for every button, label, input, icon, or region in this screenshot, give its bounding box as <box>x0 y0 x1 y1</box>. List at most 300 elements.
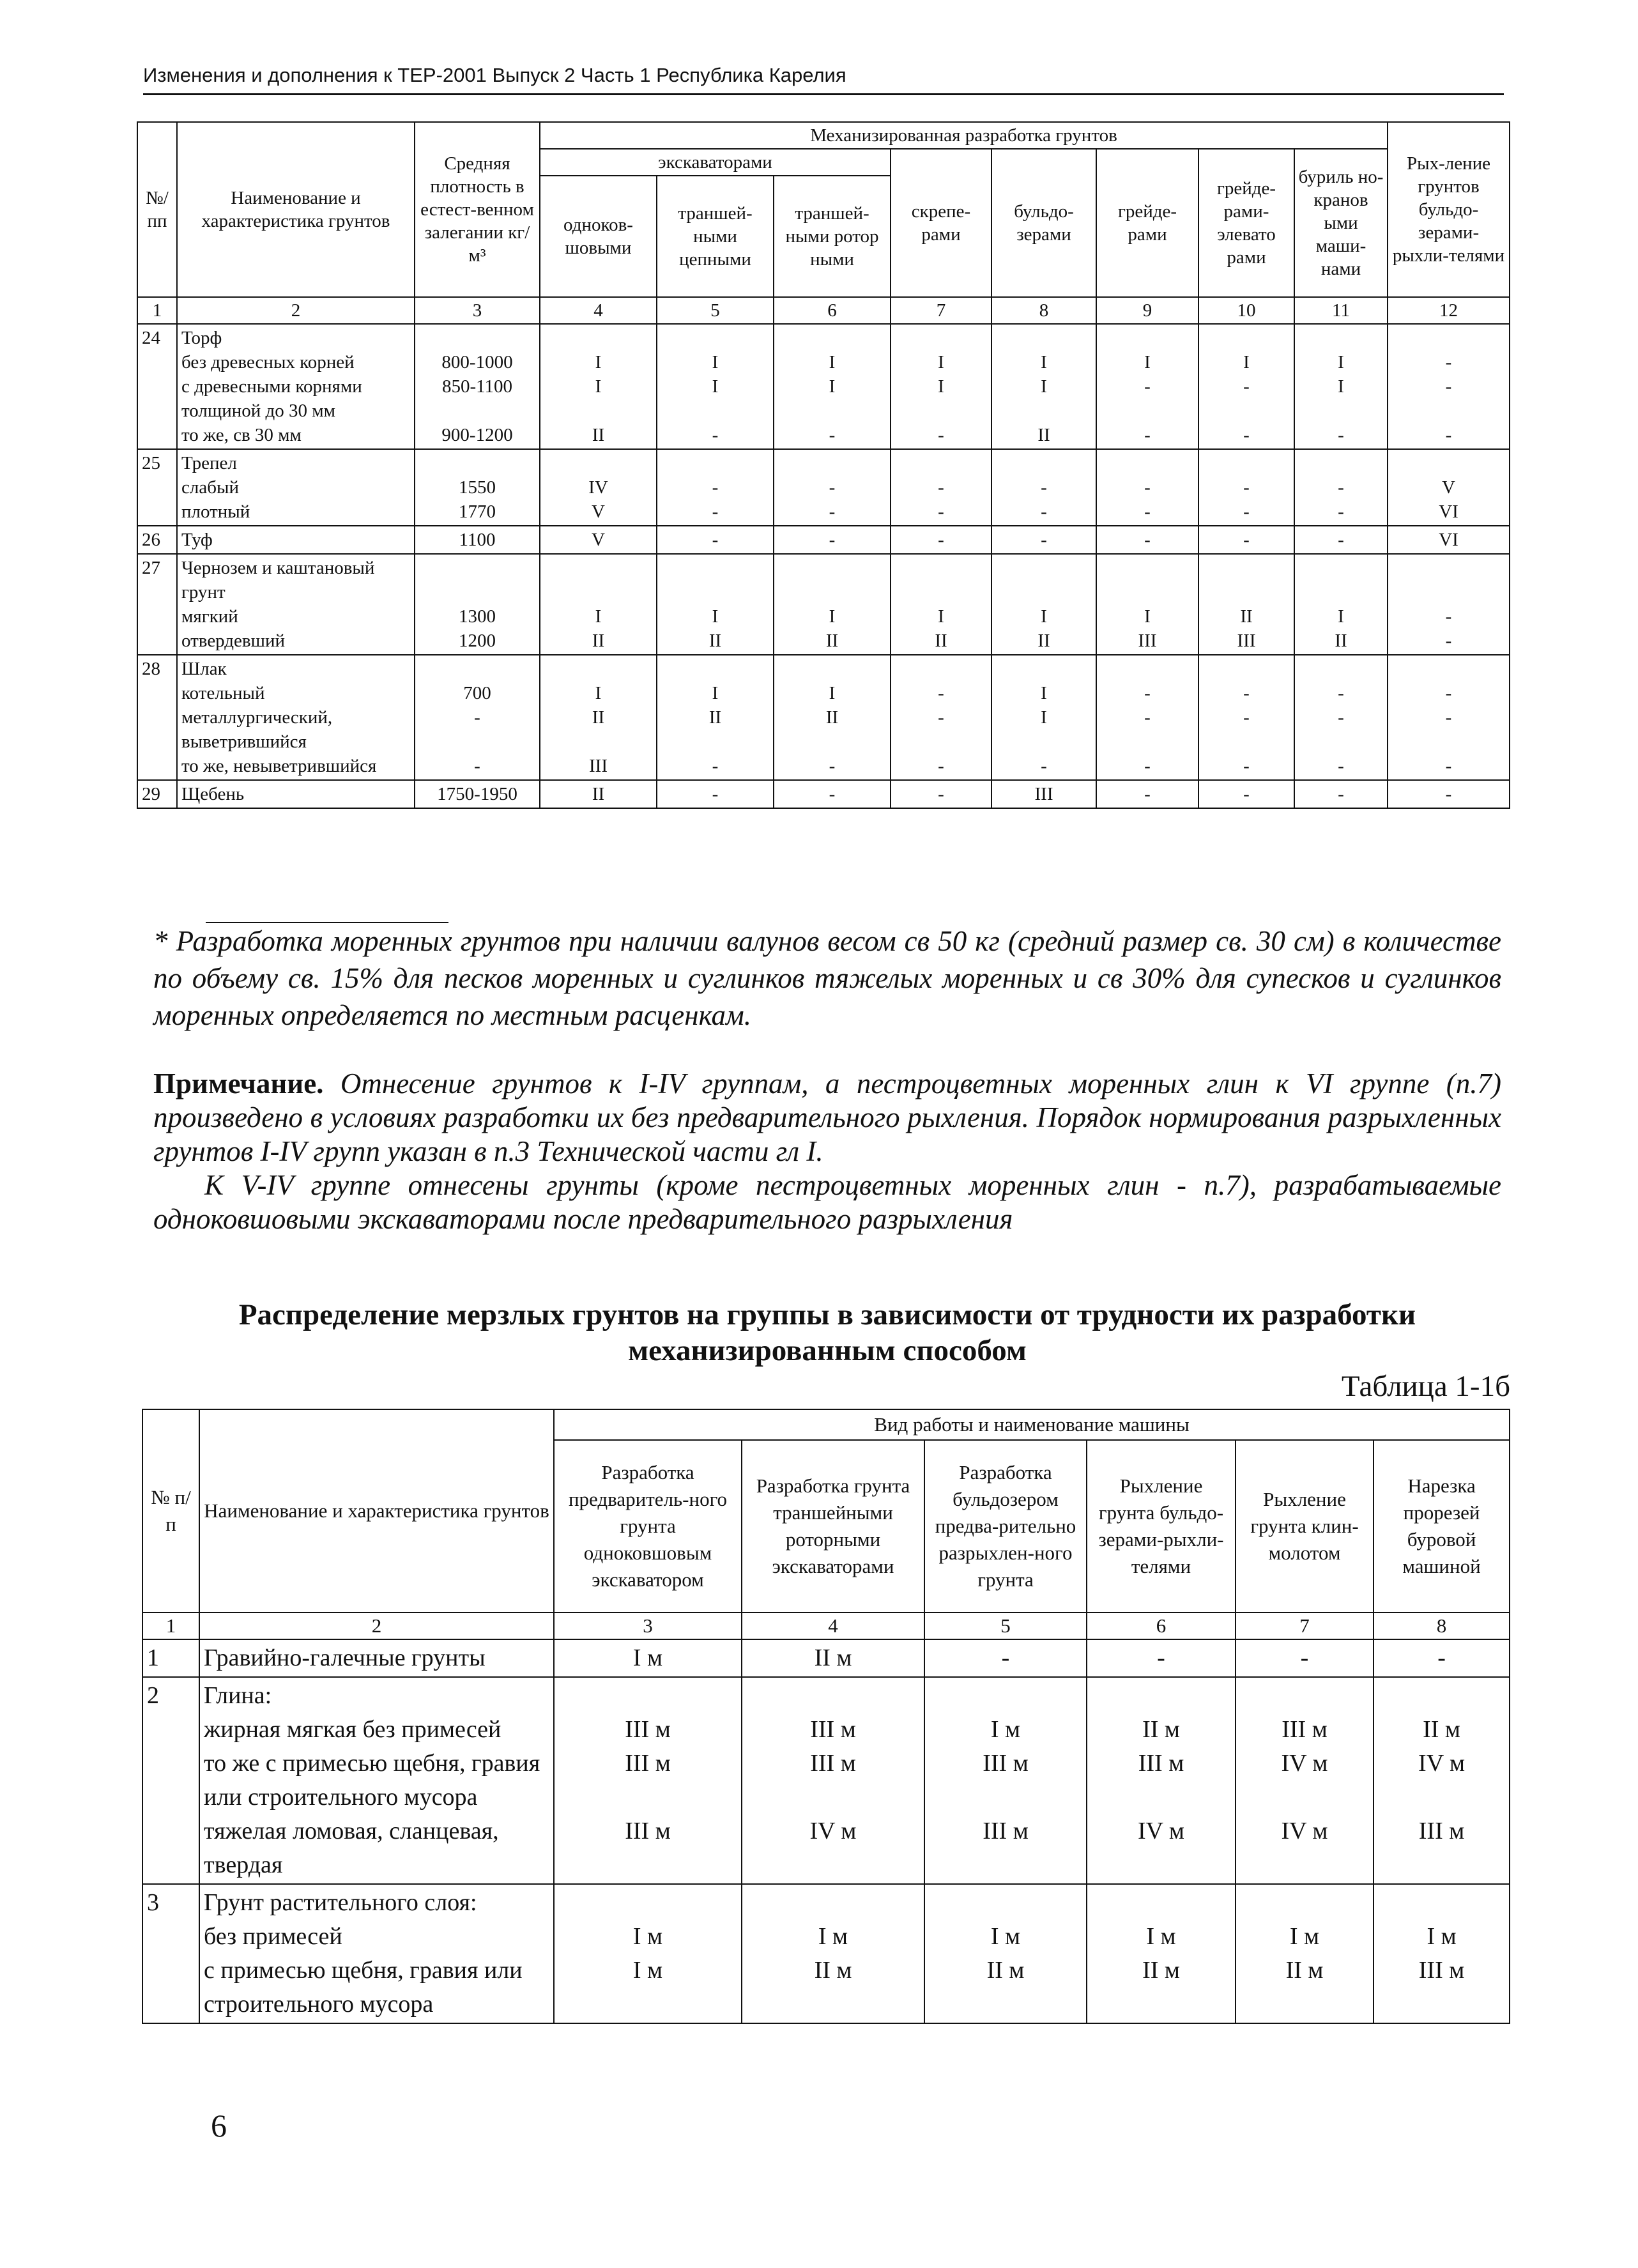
column-number: 12 <box>1388 297 1510 324</box>
group-value-cell <box>540 655 657 780</box>
group-value-cell <box>991 324 1096 449</box>
group-value: I <box>829 683 836 703</box>
group-value: I <box>938 376 944 397</box>
group-value: IV <box>588 477 608 498</box>
group-value-cell <box>1236 1639 1374 1677</box>
density-value: 1770 <box>459 502 496 522</box>
soil-name: то же с примесью щебня, гравия или строительного мусора <box>204 1750 540 1811</box>
density-value: 1100 <box>459 530 496 550</box>
group-value: III м <box>1138 1750 1184 1777</box>
group-value: - <box>712 477 719 498</box>
soil-name-cell <box>177 554 415 655</box>
group-value-cell <box>1388 780 1510 808</box>
group-value <box>661 556 769 604</box>
group-value: - <box>1445 683 1452 703</box>
group-value: I <box>1338 606 1344 627</box>
header-single-bucket: одноков-шовыми <box>540 176 657 297</box>
group-value: I м <box>990 1716 1021 1743</box>
group-value: - <box>1338 683 1344 703</box>
group-value-cell <box>891 449 991 526</box>
group-value-cell <box>540 780 657 808</box>
group-value <box>929 1679 1082 1713</box>
header-density: Средняя плотность в естест-венном залегании кг/м³ <box>415 122 540 297</box>
group-value-cell <box>1087 1639 1236 1677</box>
column-number: 5 <box>924 1613 1087 1639</box>
group-value: II <box>1240 606 1253 627</box>
group-value: - <box>1445 784 1452 804</box>
density-value: 1300 <box>459 606 496 627</box>
group-value <box>996 326 1092 350</box>
group-value-cell <box>1198 324 1294 449</box>
group-value-cell <box>774 780 891 808</box>
group-value <box>1203 556 1290 604</box>
group-value: II <box>708 707 722 728</box>
group-value <box>661 657 769 681</box>
soil-name: то же, св 30 мм <box>181 425 302 445</box>
soil-name-cell <box>177 780 415 808</box>
group-value: - <box>712 502 719 522</box>
group-value <box>746 1886 920 1920</box>
density-value <box>419 326 535 350</box>
soil-name: плотный <box>181 502 250 522</box>
group-value: - <box>938 425 944 445</box>
group-value: III м <box>625 1818 671 1844</box>
group-value: I <box>595 606 602 627</box>
note-text-1: Отнесение грунтов к I-IV группам, а пестроцветных моренных глин к VI группе (п.7) произведено в условиях разработки их без предварительного рыхления. Порядок нормирования разрыхленных грунтов I-IV групп указан в п.3 Технической части гл I. <box>153 1068 1501 1167</box>
t2-header-c6: Рыхление грунта бульдо-зерами-рыхли-телями <box>1087 1440 1236 1613</box>
group-value: II <box>708 631 722 651</box>
group-value: - <box>1144 376 1151 397</box>
group-value: - <box>1041 530 1047 550</box>
group-value: VI <box>1439 502 1458 522</box>
group-value: III <box>1138 631 1157 651</box>
soil-name: отвердевший <box>181 631 285 651</box>
soil-name: котельный <box>181 683 265 703</box>
t2-header-num: № п/п <box>142 1409 199 1613</box>
group-value-cell <box>554 1639 742 1677</box>
density-value: 700 <box>463 683 491 703</box>
group-value-cell <box>1388 449 1510 526</box>
density-value: 1750-1950 <box>437 784 517 804</box>
group-value: II <box>935 631 947 651</box>
soil-name: Шлак <box>181 659 227 679</box>
group-value: I м <box>1146 1923 1176 1950</box>
column-number-row <box>137 297 1510 324</box>
group-value: III м <box>983 1750 1029 1777</box>
group-value: - <box>938 530 944 550</box>
group-value-cell <box>1198 780 1294 808</box>
column-number-row <box>142 1613 1510 1639</box>
group-value-cell <box>657 780 774 808</box>
group-value: - <box>1445 425 1452 445</box>
group-value-cell <box>1388 324 1510 449</box>
soil-name: Туф <box>181 530 213 550</box>
group-value: I м <box>990 1923 1021 1950</box>
group-value <box>929 1886 1082 1920</box>
group-value: - <box>1445 352 1452 372</box>
group-value: IV м <box>1418 1750 1466 1777</box>
group-value: I <box>1338 376 1344 397</box>
group-value: - <box>1338 502 1344 522</box>
density-cell <box>415 324 540 449</box>
t2-header-work: Вид работы и наименование машины <box>554 1409 1510 1440</box>
group-value: VI <box>1439 530 1458 550</box>
soil-name-cell <box>199 1884 554 2023</box>
table-row <box>137 780 1510 808</box>
group-value-cell <box>1087 1884 1236 2023</box>
group-value: - <box>712 530 719 550</box>
group-value: - <box>1437 1644 1446 1671</box>
group-value-cell <box>1198 554 1294 655</box>
group-value <box>895 326 987 350</box>
table-row <box>137 324 1510 449</box>
group-value-cell <box>540 449 657 526</box>
group-value: - <box>1338 784 1344 804</box>
group-value: II м <box>1142 1957 1180 1984</box>
row-number: 24 <box>137 324 177 449</box>
group-value <box>1299 326 1383 350</box>
group-value: - <box>1243 376 1250 397</box>
group-value: - <box>938 502 944 522</box>
group-value <box>544 451 652 475</box>
t2-header-c5: Разработка бульдозером предва-рительно разрыхлен-ного грунта <box>924 1440 1087 1613</box>
group-value-cell <box>991 526 1096 554</box>
group-value: IV м <box>809 1818 857 1844</box>
header-rotor-trench: траншей-ными ротор ными <box>774 176 891 297</box>
table-row <box>142 1677 1510 1884</box>
group-value: I <box>1041 707 1047 728</box>
row-number: 26 <box>137 526 177 554</box>
group-value <box>1101 657 1194 681</box>
group-value-cell <box>742 1639 924 1677</box>
group-value: I <box>938 606 944 627</box>
column-number: 9 <box>1096 297 1198 324</box>
t2-header-c3: Разработка предваритель-ного грунта одноковшовым экскаватором <box>554 1440 742 1613</box>
column-number: 7 <box>891 297 991 324</box>
group-value-cell <box>1374 1884 1510 2023</box>
section-title: Распределение мерзлых грунтов на группы в зависимости от трудности их разработки механизированным способом <box>238 1298 1416 1367</box>
t2-header-c7: Рыхление грунта клин-молотом <box>1236 1440 1374 1613</box>
note-label: Примечание. <box>153 1068 324 1100</box>
group-value: II м <box>814 1644 852 1671</box>
group-value: III м <box>810 1750 856 1777</box>
group-value: I <box>829 352 836 372</box>
group-value-cell <box>1294 554 1388 655</box>
group-value: I <box>829 606 836 627</box>
group-value-cell <box>774 324 891 449</box>
group-value <box>1378 1679 1505 1713</box>
note-paragraph-2: К V-IV группе отнесены грунты (кроме пестроцветных моренных глин - п.7), разрабатываемые одноковшовыми экскаваторами после предварительного разрыхления <box>153 1169 1501 1235</box>
group-value-cell <box>1096 554 1198 655</box>
soil-name: тяжелая ломовая, сланцевая, твердая <box>204 1818 499 1878</box>
group-value: III м <box>1282 1716 1328 1743</box>
group-value-cell <box>774 449 891 526</box>
table-row <box>137 655 1510 780</box>
group-value <box>1240 1886 1369 1920</box>
soil-name: без примесей <box>204 1923 342 1950</box>
group-value: - <box>938 707 944 728</box>
row-number: 27 <box>137 554 177 655</box>
group-value: - <box>1144 784 1151 804</box>
density-value <box>419 451 535 475</box>
group-value: - <box>829 477 836 498</box>
group-value <box>1101 556 1194 604</box>
group-value <box>1299 556 1383 604</box>
group-value-cell <box>1198 655 1294 780</box>
group-value-cell <box>1374 1639 1510 1677</box>
density-value: 1550 <box>459 477 496 498</box>
density-value: 850-1100 <box>441 376 513 397</box>
group-value-cell <box>891 780 991 808</box>
group-value: I <box>1041 352 1047 372</box>
group-value: - <box>938 477 944 498</box>
group-value: - <box>1243 756 1250 776</box>
table-row <box>137 449 1510 526</box>
group-value: V <box>1442 477 1455 498</box>
group-value <box>1101 451 1194 475</box>
group-value <box>778 556 886 604</box>
group-value: II м <box>1142 1716 1180 1743</box>
group-value: I <box>829 376 836 397</box>
group-value: IV м <box>1138 1818 1184 1844</box>
group-value <box>778 657 886 681</box>
row-number: 25 <box>137 449 177 526</box>
density-value: - <box>474 707 480 728</box>
group-value <box>1091 1679 1231 1713</box>
group-value: - <box>1157 1644 1165 1671</box>
density-cell <box>415 449 540 526</box>
density-value: 900-1200 <box>441 425 513 445</box>
group-value: I <box>712 352 719 372</box>
column-number: 5 <box>657 297 774 324</box>
running-header: Изменения и дополнения к ТЕР-2001 Выпуск 2 Часть 1 Республика Карелия <box>143 64 1504 95</box>
group-value: - <box>1445 631 1452 651</box>
group-value-cell <box>540 324 657 449</box>
group-value <box>544 657 652 681</box>
group-value-cell <box>742 1884 924 2023</box>
header-mech: Механизированная разработка грунтов <box>540 122 1388 149</box>
soil-name: то же, невыветрившийся <box>181 756 377 776</box>
column-number: 4 <box>742 1613 924 1639</box>
group-value <box>996 556 1092 604</box>
group-value: - <box>829 530 836 550</box>
group-value: I м <box>1427 1923 1457 1950</box>
group-value: - <box>1144 502 1151 522</box>
row-number: 28 <box>137 655 177 780</box>
group-value-cell <box>991 655 1096 780</box>
group-value: - <box>1001 1644 1010 1671</box>
group-value-cell <box>1096 526 1198 554</box>
group-value: - <box>1243 477 1250 498</box>
group-value: I м <box>632 1957 663 1984</box>
group-value-cell <box>1294 780 1388 808</box>
group-value <box>1203 451 1290 475</box>
group-value: - <box>1243 530 1250 550</box>
group-value: III м <box>983 1818 1029 1844</box>
group-value: - <box>1144 756 1151 776</box>
group-value: - <box>1144 425 1151 445</box>
soil-name: без древесных корней <box>181 352 355 372</box>
group-value-cell <box>657 655 774 780</box>
group-value-cell <box>540 554 657 655</box>
group-value <box>778 326 886 350</box>
soil-name: слабый <box>181 477 239 498</box>
group-value <box>558 1886 737 1920</box>
group-value-cell <box>774 526 891 554</box>
group-value: - <box>1338 425 1344 445</box>
group-value: I <box>1338 352 1344 372</box>
group-value-cell <box>991 554 1096 655</box>
column-number: 6 <box>774 297 891 324</box>
column-number: 2 <box>177 297 415 324</box>
group-value: I <box>712 683 719 703</box>
soil-name: Щебень <box>181 784 245 804</box>
group-value-cell <box>554 1677 742 1884</box>
group-value-cell <box>1236 1884 1374 2023</box>
column-number: 1 <box>142 1613 199 1639</box>
group-value: - <box>1144 707 1151 728</box>
group-value: III м <box>1418 1818 1465 1844</box>
group-value: - <box>1243 784 1250 804</box>
group-value: I <box>938 352 944 372</box>
group-value-cell <box>891 655 991 780</box>
group-value-cell <box>1096 324 1198 449</box>
group-value-cell <box>891 526 991 554</box>
group-value: - <box>712 784 719 804</box>
group-value: - <box>1445 376 1452 397</box>
group-value: - <box>712 756 719 776</box>
group-value <box>895 451 987 475</box>
column-number: 3 <box>554 1613 742 1639</box>
group-value-cell <box>1294 324 1388 449</box>
header-loosening: Рых-ление грунтов бульдо-зерами-рыхли-телями <box>1388 122 1510 297</box>
group-value: I <box>595 352 602 372</box>
header-excavators: экскаваторами <box>540 149 891 176</box>
group-value <box>1392 451 1505 475</box>
group-value-cell <box>924 1677 1087 1884</box>
group-value: - <box>938 683 944 703</box>
row-number: 3 <box>142 1884 199 2023</box>
group-value: - <box>938 756 944 776</box>
header-scrapers: скрепе-рами <box>891 149 991 297</box>
group-value: III м <box>625 1716 671 1743</box>
soil-name: с примесью щебня, гравия или строительного мусора <box>204 1957 523 2018</box>
row-number: 1 <box>142 1639 199 1677</box>
header-graders: грейде-рами <box>1096 149 1198 297</box>
page-number: 6 <box>211 2108 227 2143</box>
group-value-cell <box>891 324 991 449</box>
group-value <box>1240 1679 1369 1713</box>
group-value-cell <box>1096 655 1198 780</box>
column-number: 8 <box>991 297 1096 324</box>
soil-name: металлургический, выветрившийся <box>181 707 333 752</box>
group-value <box>1392 556 1505 604</box>
footnote: * Разработка моренных грунтов при наличии валунов весом св 50 кг (средний размер св. 30 см) в количестве по объему св. 15% для песков моренных и суглинков тяжелых моренных и св 30% для супесков и суглинков моренных определяется по местным расценкам. <box>153 925 1501 1031</box>
group-value <box>895 657 987 681</box>
group-value <box>661 326 769 350</box>
group-value-cell <box>657 449 774 526</box>
group-value-cell <box>924 1884 1087 2023</box>
group-value: - <box>1445 707 1452 728</box>
group-value: I <box>1041 606 1047 627</box>
header-num: №/ пп <box>137 122 177 297</box>
table-row <box>137 526 1510 554</box>
table-label: Таблица 1-1б <box>1341 1370 1510 1403</box>
group-value-cell <box>1294 526 1388 554</box>
header-name: Наименование и характеристика грунтов <box>177 122 415 297</box>
density-value: 800-1000 <box>441 352 513 372</box>
group-value-cell <box>1388 655 1510 780</box>
group-value: II м <box>1285 1957 1324 1984</box>
group-value-cell <box>554 1884 742 2023</box>
soil-name-cell <box>177 324 415 449</box>
group-value: V <box>592 530 605 550</box>
group-value-cell <box>1198 526 1294 554</box>
soil-name-cell <box>177 449 415 526</box>
group-value: II м <box>1423 1716 1460 1743</box>
group-value-cell <box>1388 554 1510 655</box>
group-value: - <box>829 502 836 522</box>
soil-name: мягкий <box>181 606 238 627</box>
group-value: V <box>592 502 605 522</box>
group-value <box>1299 657 1383 681</box>
group-value: - <box>1445 606 1452 627</box>
group-value: II <box>1037 631 1050 651</box>
group-value: - <box>1243 683 1250 703</box>
group-value-cell <box>924 1639 1087 1677</box>
group-value: I <box>1144 606 1151 627</box>
group-value: II <box>825 707 839 728</box>
frozen-soil-groups-table <box>142 1409 1510 2024</box>
group-value: II <box>592 631 605 651</box>
column-number: 4 <box>540 297 657 324</box>
group-value: - <box>1144 683 1151 703</box>
group-value: I <box>1144 352 1151 372</box>
soil-name-cell <box>199 1677 554 1884</box>
group-value: - <box>1041 756 1047 776</box>
soil-name-cell <box>177 655 415 780</box>
group-value <box>1299 451 1383 475</box>
group-value: - <box>712 425 719 445</box>
soil-name: Торф <box>181 328 222 348</box>
group-value: I <box>1243 352 1250 372</box>
t2-header-c8: Нарезка прорезей буровой машиной <box>1374 1440 1510 1613</box>
group-value: II м <box>986 1957 1025 1984</box>
column-number: 2 <box>199 1613 554 1639</box>
group-value: III <box>1237 631 1256 651</box>
soil-name-cell <box>199 1639 554 1677</box>
group-value-cell <box>1087 1677 1236 1884</box>
group-value: II <box>592 707 605 728</box>
group-value: I м <box>1289 1923 1320 1950</box>
group-value <box>1101 326 1194 350</box>
column-number: 3 <box>415 297 540 324</box>
group-value: - <box>1300 1644 1309 1671</box>
group-value <box>1378 1886 1505 1920</box>
group-value: III м <box>1418 1957 1465 1984</box>
group-value: - <box>1338 756 1344 776</box>
group-value <box>1091 1886 1231 1920</box>
soil-name-cell <box>177 526 415 554</box>
density-cell <box>415 554 540 655</box>
group-value: - <box>1243 425 1250 445</box>
group-value: - <box>1041 477 1047 498</box>
group-value: - <box>1445 756 1452 776</box>
group-value-cell <box>657 526 774 554</box>
group-value: I <box>712 376 719 397</box>
group-value: - <box>1243 502 1250 522</box>
group-value-cell <box>1294 449 1388 526</box>
